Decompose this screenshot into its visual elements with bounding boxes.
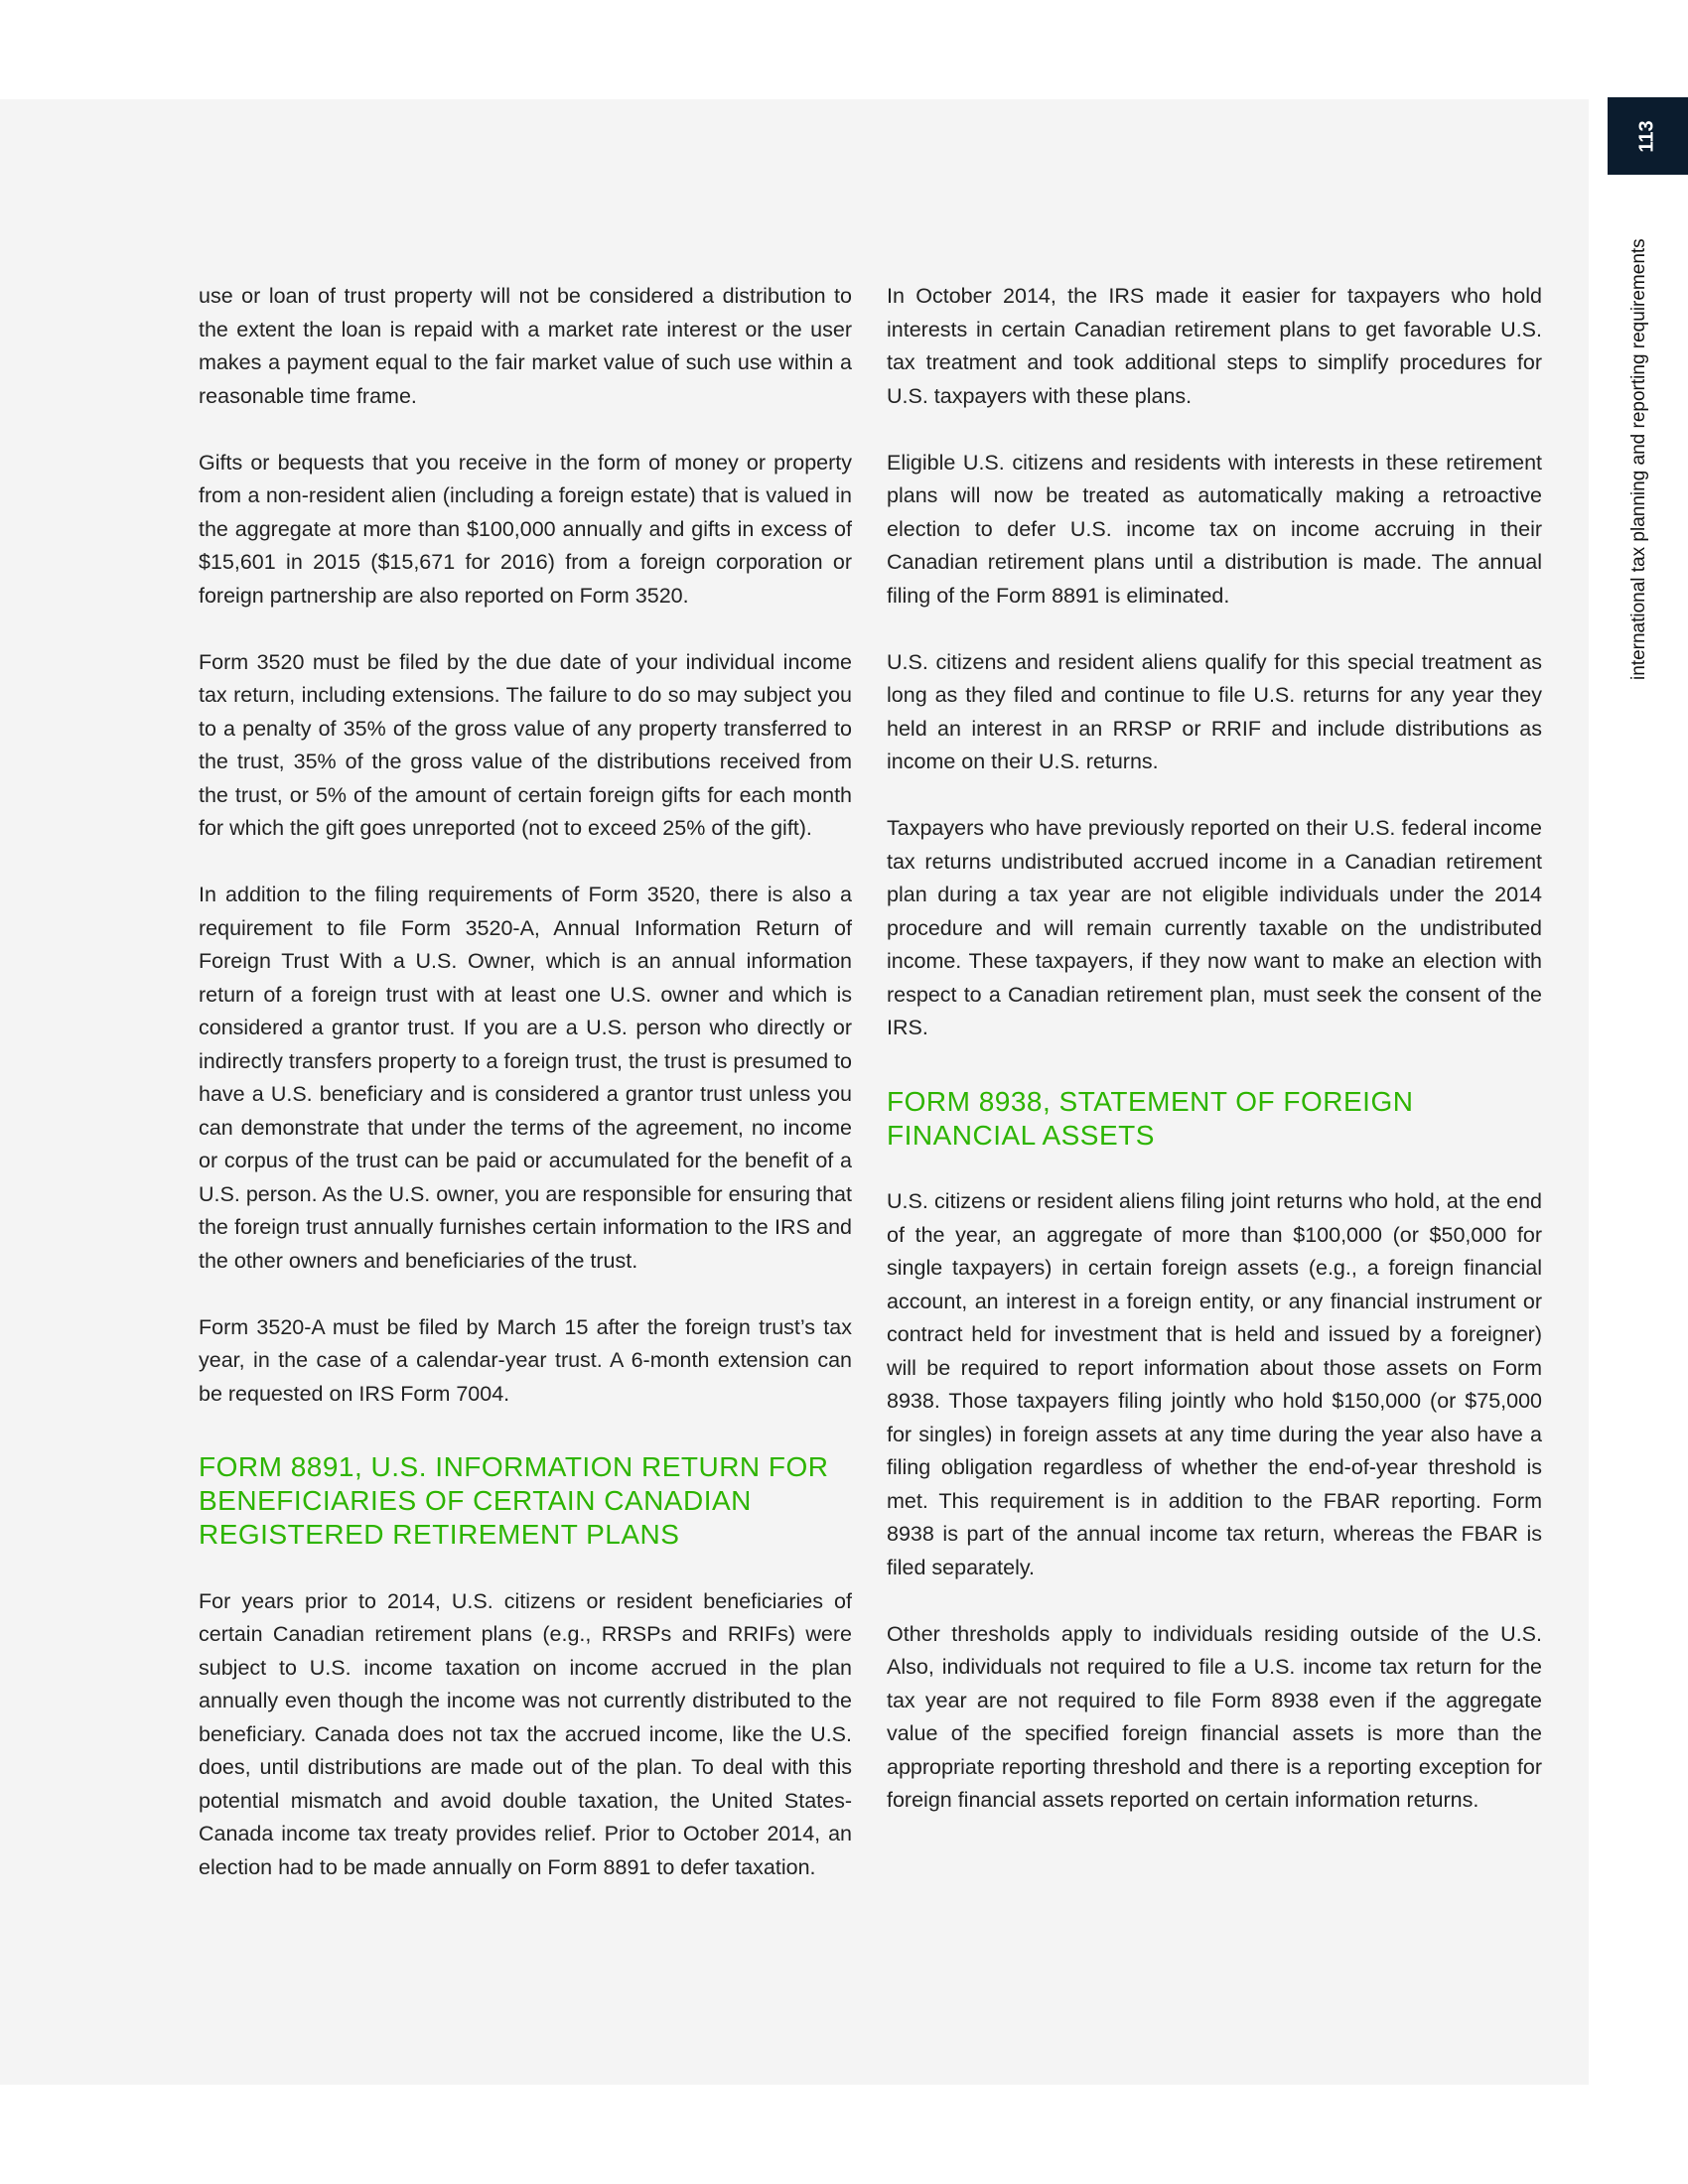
- paragraph: Form 3520-A must be filed by March 15 after the foreign trust’s tax year, in the case of a calendar-year trust. A 6-month extension can be requested on IRS Form 7004.: [199, 1314, 852, 1406]
- paragraph: Form 3520 must be filed by the due date of your individual income tax return, including extensions. The failure to do so may subject you to a penalty of 35% of the gross value of any property transferred to the trust, 35% of the gross value of the distributions received from the trust, or 5% of the amount of certain foreign gifts for each month for which the gift goes unreported (not to exceed 25% of the gift).: [199, 649, 852, 840]
- paragraph: Eligible U.S. citizens and residents with interests in these retirement plans will now be treated as automatically making a retroactive election to defer U.S. income tax on income accruing in their Canadian retirement plans until a distribution is made. The annual filing of the Form 8891 is eliminated.: [887, 450, 1542, 608]
- paragraph: use or loan of trust property will not be considered a distribution to the extent the loan is repaid with a market rate interest or the user makes a payment equal to the fair market value of such use within a reasonable time frame.: [199, 284, 852, 408]
- paragraph: In addition to the filing requirements of Form 3520, there is also a requirement to file Form 3520-A, Annual Information Return of Foreign Trust With a U.S. Owner, which is an annual information return of a foreign trust with at least one U.S. owner and which is considered a grantor trust. If you are a U.S. person who directly or indirectly transfers property to a foreign trust, the trust is presumed to have a U.S. beneficiary and is considered a grantor trust unless you can demonstrate that under the terms of the agreement, no income or corpus of the trust can be paid or accumulated for the benefit of a U.S. person. As the U.S. owner, you are responsible for ensuring that the foreign trust annually furnishes certain information to the IRS and the other owners and beneficiaries of the trust.: [199, 883, 852, 1273]
- left-column: [199, 280, 852, 1918]
- page-number-tab: [1608, 97, 1688, 175]
- paragraph: In October 2014, the IRS made it easier for taxpayers who hold interests in certain Canadian retirement plans to get favorable U.S. tax treatment and took additional steps to simplify procedures for U.S. taxpayers with these plans.: [887, 284, 1542, 408]
- section-heading-form-8891: FORM 8891, U.S. INFORMATION RETURN FOR BENEFICIARIES OF CERTAIN CANADIAN REGISTERED RETIREMENT PLANS: [199, 1451, 829, 1550]
- paragraph: Gifts or bequests that you receive in the form of money or property from a non-resident alien (including a foreign estate) that is valued in the aggregate at more than $100,000 annually and gifts in excess of $15,601 in 2015 ($15,671 for 2016) from a foreign corporation or foreign partnership are also reported on Form 3520.: [199, 450, 852, 608]
- page-number: 113: [1635, 119, 1658, 153]
- right-column: [887, 280, 1542, 1850]
- paragraph: Taxpayers who have previously reported on their U.S. federal income tax returns undistributed accrued income in a Canadian retirement plan during a tax year are not eligible individuals under the 2014 procedure and will remain currently taxable on the undistributed income. These taxpayers, if they now want to make an election with respect to a Canadian retirement plan, must seek the consent of the IRS.: [887, 816, 1542, 1039]
- paragraph: For years prior to 2014, U.S. citizens or resident beneficiaries of certain Canadian retirement plans (e.g., RRSPs and RRIFs) were subject to U.S. income taxation on income accrued in the plan annually even though the income was not currently distributed to the beneficiary. Canada does not tax the accrued income, like the U.S. does, until distributions are made out of the plan. To deal with this potential mismatch and avoid double taxation, the United States-Canada income tax treaty provides relief. Prior to October 2014, an election had to be made annually on Form 8891 to defer taxation.: [199, 1588, 852, 1879]
- paragraph: U.S. citizens and resident aliens qualify for this special treatment as long as they filed and continue to file U.S. returns for any year they held an interest in an RRSP or RRIF and include distributions as income on their U.S. returns.: [887, 649, 1542, 773]
- paragraph: Other thresholds apply to individuals residing outside of the U.S. Also, individuals not required to file a U.S. income tax return for the tax year are not required to file Form 8938 even if the aggregate value of the specified foreign financial assets is more than the appropriate reporting threshold and there is a reporting exception for foreign financial assets reported on certain information returns.: [887, 1621, 1542, 1812]
- running-head: [1626, 194, 1656, 690]
- running-head-text: international tax planning and reporting requirements: [1628, 238, 1649, 680]
- paragraph: U.S. citizens or resident aliens filing joint returns who hold, at the end of the year, an aggregate of more than $100,000 (or $50,000 for single taxpayers) in certain foreign assets (e.g., a foreign financial account, an interest in a foreign entity, or any financial instrument or contract held for investment that is held and issued by a foreigner) will be required to report information about those assets on Form 8938. Those taxpayers filing jointly who hold $150,000 (or $75,000 for singles) in foreign assets at any time during the year also have a filing obligation regardless of whether the end-of-year threshold is met. This requirement is in addition to the FBAR reporting. Form 8938 is part of the annual income tax return, whereas the FBAR is filed separately.: [887, 1189, 1542, 1579]
- section-heading-form-8938: FORM 8938, STATEMENT OF FOREIGN FINANCIAL ASSETS: [887, 1085, 1414, 1151]
